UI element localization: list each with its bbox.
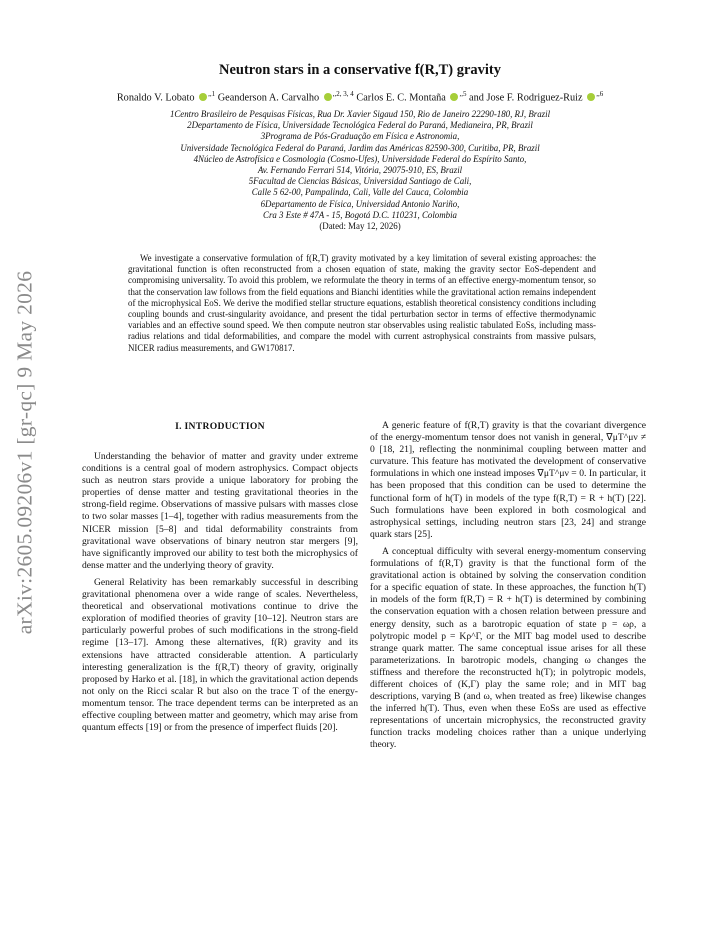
orcid-icon[interactable]	[450, 93, 458, 101]
body-paragraph: A conceptual difficulty with several energy-momentum conserving formulations of f(R,T) gravity is that the functional form of the gravitational action is obtained by solving the conservation condition for a specific equation of state. In these approaches, the function h(T) in models of the form f(R,T) = R + h(T) is determined by combining the conservation equation with a chosen relation between pressure and energy density, such as a barotropic equation of state p = ωρ, a polytropic model p = Kρ^Γ, or the MIT bag model used to describe strange quark matter. The same conceptual issue arises for all these parameterizations. In barotropic models, changing ω changes the stiffness and therefore the reconstructed h(T); in polytropic models, different choices of (K,Γ) play the same role; and in MIT bag descriptions, varying B (and ω, when treated as free) likewise changes the inferred h(T). Thus, even when these EoSs are used as effective representations of uncertain microphysics, the reconstructed gravity function tracks modeling choices rather than a unique underlying theory.	[370, 545, 646, 751]
author-name: Geanderson A. Carvalho	[217, 92, 320, 104]
author-list: Ronaldo V. Lobato $^{,,1}$ Geanderson A. Carvalho $^{,,2, 3, 4}$ Carlos E. C. Montaña $^{,,5}$ and Jose F. Rodriguez-Ruiz $^{,,6}$	[116, 90, 604, 104]
left-column	[82, 420, 358, 739]
body-paragraph: A generic feature of f(R,T) gravity is that the covariant divergence of the energy-momentum tensor does not vanish in general, ∇μT^μν ≠ 0 [18, 21], reflecting the nonminimal coupling between matter and curvature. This feature has motivated the development of conservative formulations in which one instead imposes ∇μT^μν = 0. In particular, it has been proposed that this condition can be used to determine the functional form of h(T) in models of the type f(R,T) = R + h(T) [22]. Such formulations have been explored in both cosmological and astrophysical settings, including neutron stars [23, 24] and strange quark stars [25].	[370, 420, 646, 540]
heading-spacer	[82, 420, 358, 451]
affiliation-line: 4Núcleo de Astrofísica e Cosmologia (Cosmo-Ufes), Universidade Federal do Espírito Santo,	[193, 153, 527, 164]
orcid-icon[interactable]	[324, 93, 332, 101]
paper-title: Neutron stars in a conservative f(R,T) gravity	[218, 62, 502, 78]
orcid-icon[interactable]	[199, 93, 207, 101]
dated-line: (Dated: May 12, 2026)	[319, 221, 401, 232]
arxiv-identifier-text: arXiv:2605.09206v1 [gr-qc] 9 May 2026	[12, 270, 37, 634]
section-heading: I. INTRODUCTION	[175, 421, 265, 432]
affiliation-line: Cra 3 Este # 47A - 15, Bogotá D.C. 110231, Colombia	[263, 209, 457, 220]
author-name: Jose F. Rodriguez-Ruiz	[486, 92, 583, 104]
affiliation-line: 3Programa de Pós-Graduação em Física e Astronomia,	[260, 131, 460, 142]
abstract: We investigate a conservative formulation of f(R,T) gravity motivated by a key limitation of several existing approaches: the gravitational function is often reconstructed from a chosen equation of state, making the gravity sector EoS-dependent and compromising universality. To avoid this problem, we reformulate the theory in terms of an effective energy-momentum tensor, so that the conservation law follows from the field equations and Bianchi identities while the gravitational action remains independent of the microphysical EoS. We derive the modified stellar structure equations, establish theoretical consistency conditions including coupling bounds and crust-singularity avoidance, and present the tidal perturbation sector in terms of effective thermodynamic variables and an effective sound speed. We then compute neutron star observables using realistic tabulated EoSs, including mass-radius relations and tidal deformabilities, and compare the model with current astrophysical constraints from massive pulsars, NICER radius measurements, and GW170817.	[128, 253, 596, 353]
affiliation-line: 1Centro Brasileiro de Pesquisas Físicas, Rua Dr. Xavier Sigaud 150, Rio de Janeiro 22290-180, RJ, Brazil	[169, 109, 551, 119]
affiliation-line: Calle 5 62-00, Pampalinda, Cali, Valle del Cauca, Colombia	[251, 187, 469, 198]
author-name: Carlos E. C. Montaña	[356, 92, 446, 104]
author-affil-marks: ,,2, 3, 4	[332, 90, 354, 98]
arxiv-identifier	[10, 262, 40, 642]
affiliation-line: 6Departamento de Física, Universidad Antonio Nariño,	[260, 198, 460, 209]
affiliation-line: 2Departamento de Física, Universidade Tecnológica Federal do Paraná, Medianeira, PR, Brazil	[187, 120, 533, 131]
author-name: Ronaldo V. Lobato	[116, 92, 195, 104]
right-column	[370, 420, 646, 757]
affiliation-list	[90, 109, 630, 232]
author-affil-marks: ,,6	[596, 90, 604, 98]
orcid-icon[interactable]	[587, 93, 595, 101]
affiliation-line: Av. Fernando Ferrari 514, Vitória, 29075-910, ES, Brazil	[257, 165, 463, 176]
author-affil-marks: ,,1	[208, 90, 216, 98]
affiliation-line: 5Facultad de Ciencias Básicas, Universidad Santiago de Cali,	[248, 176, 472, 187]
author-affil-marks: ,,5	[459, 90, 467, 98]
body-paragraph: General Relativity has been remarkably successful in describing gravitational phenomena over a wide range of scales. Nevertheless, theoretical and observational motivations continue to drive the exploration of modified theories of gravity [10–12]. Neutron stars are particularly powerful probes of such modifications in the strong-field regime [13–17]. Among these alternatives, f(R) gravity and its extensions have attracted considerable attention. A particularly interesting generalization is the f(R,T) theory of gravity, originally proposed by Harko et al. [18], in which the gravitational action depends not only on the Ricci scalar R but also on the trace T of the energy-momentum tensor. The trace dependent terms can be interpreted as an effective coupling between matter and geometry, which may arise from quantum effects [19] or from the presence of imperfect fluids [20].	[82, 576, 358, 734]
body-paragraph: Understanding the behavior of matter and gravity under extreme conditions is a central goal of modern astrophysics. Compact objects such as neutron stars provide a unique laboratory for probing the properties of dense matter and testing gravitational theories in the strong-field regime. Observations of massive pulsars with masses close to two solar masses [1–4], together with radius measurements from the NICER mission [5–8] and tidal deformability constraints from gravitational wave observations of binary neutron star mergers [9], have significantly improved our ability to test both the microphysics of dense matter and the underlying theory of gravity.	[82, 451, 358, 571]
affiliation-line: Universidade Tecnológica Federal do Paraná, Jardim das Américas 82590-300, Curitiba, PR, Brazil	[180, 142, 540, 153]
